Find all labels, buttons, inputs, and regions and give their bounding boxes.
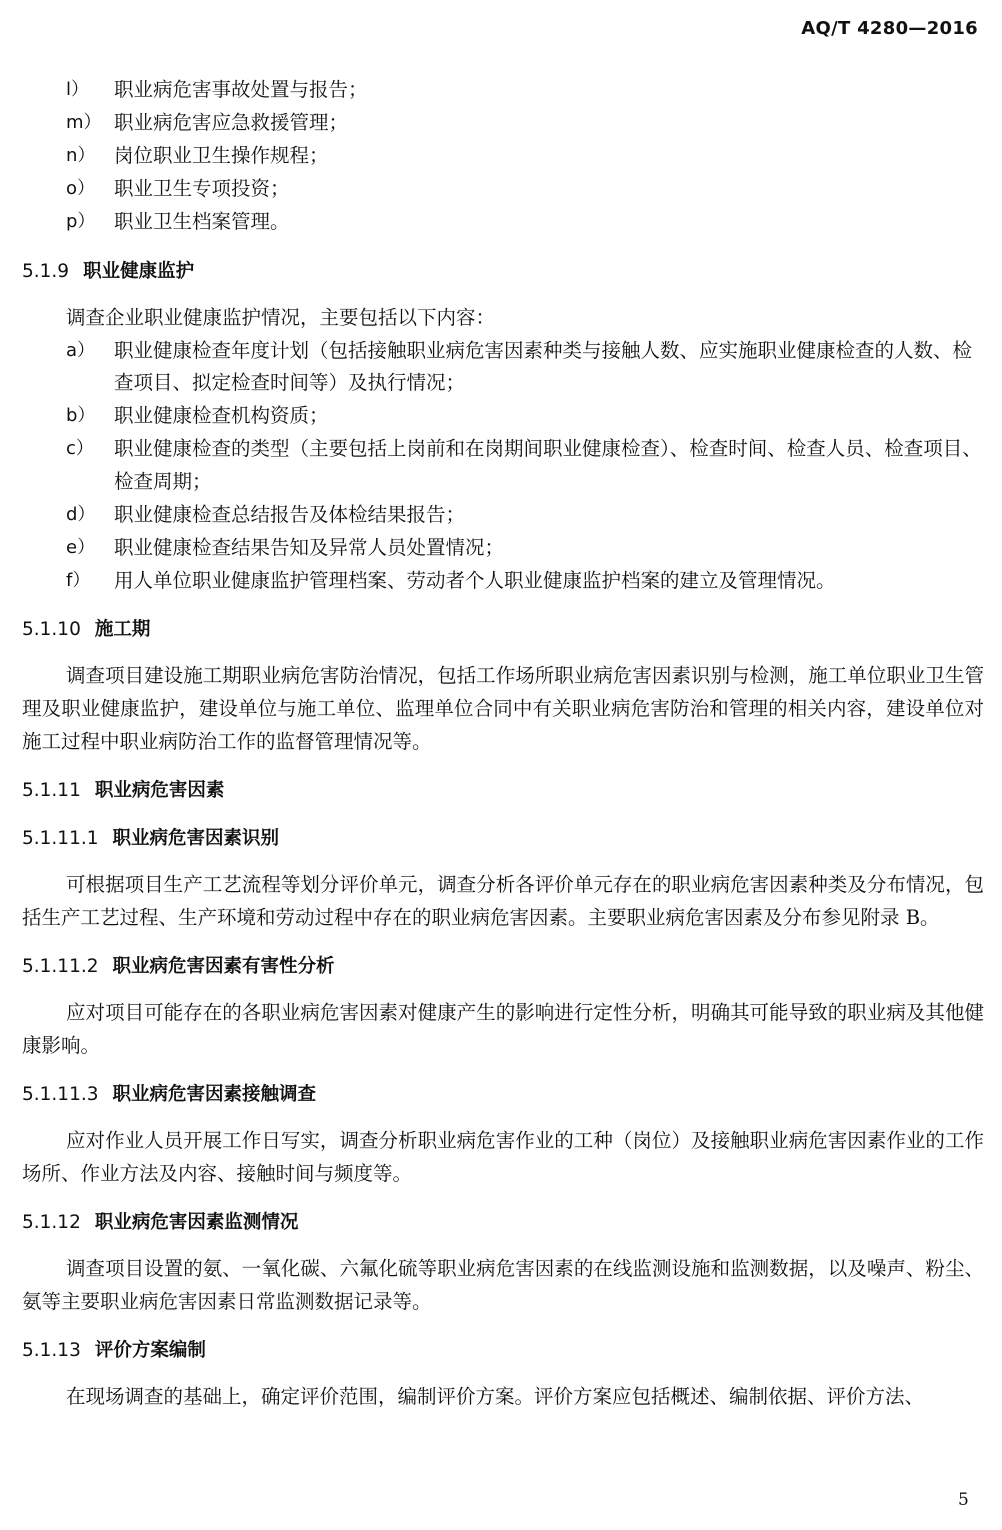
section-title: 职业健康监护 [83,260,195,282]
section-number: 5.1.13 [22,1340,81,1361]
list-marker: p） [66,211,96,232]
section-title: 施工期 [94,619,151,640]
section-heading-5-1-11-1 [22,824,984,854]
list-marker: n） [66,145,96,166]
section-heading-5-1-12 [22,1208,984,1238]
list-text: 职业卫生专项投资； [114,177,290,200]
list-text: 岗位职业卫生操作规程； [114,144,329,167]
section-heading-5-1-11-3 [22,1080,984,1110]
list-marker: l） [66,79,90,100]
section-title: 职业病危害因素监测情况 [94,1212,299,1233]
document-body [22,74,984,1415]
list-marker: c） [66,438,94,459]
standard-code: AQ/T 4280—2016 [801,18,978,39]
list-item [22,499,984,532]
list-text: 职业健康检查年度计划（包括接触职业病危害因素种类与接触人数、应实施职业健康检查的人数、检查项目、拟定检查时间等）及执行情况； [114,338,973,394]
section-paragraph: 在现场调查的基础上，确定评价范围，编制评价方案。评价方案应包括概述、编制依据、评价方法、 [66,1385,925,1408]
page-number: 5 [958,1490,969,1510]
section-heading-5-1-10 [22,615,984,645]
section-number: 5.1.9 [22,260,70,282]
list-item [22,565,984,598]
list-text: 职业病危害应急救援管理； [114,111,349,134]
list-item [22,400,984,433]
section-number: 5.1.11.3 [22,1084,99,1105]
section-heading-5-1-13 [22,1336,984,1366]
section-paragraph: 可根据项目生产工艺流程等划分评价单元，调查分析各评价单元存在的职业病危害因素种类及分布情况，包括生产工艺过程、生产环境和劳动过程中存在的职业病危害因素。主要职业病危害因素及分布参见附录 B。 [22,873,984,929]
section-number: 5.1.12 [22,1212,81,1233]
list-item [22,206,984,239]
list-marker: e） [66,536,96,558]
section-paragraph: 应对项目可能存在的各职业病危害因素对健康产生的影响进行定性分析，明确其可能导致的职业病及其他健康影响。 [22,1001,984,1057]
section-paragraph: 调查项目设置的氨、一氧化碳、六氟化硫等职业病危害因素的在线监测设施和监测数据，以及噪声、粉尘、氨等主要职业病危害因素日常监测数据记录等。 [22,1257,984,1313]
list-item [22,335,984,400]
list-marker: f） [66,569,91,591]
section-number: 5.1.11.1 [22,828,99,849]
list-text: 用人单位职业健康监护管理档案、劳动者个人职业健康监护档案的建立及管理情况。 [114,568,836,592]
list-text: 职业健康检查机构资质； [114,404,329,427]
section-paragraph: 应对作业人员开展工作日写实，调查分析职业病危害作业的工种（岗位）及接触职业病危害因素作业的工作场所、作业方法及内容、接触时间与频度等。 [22,1129,984,1185]
list-text: 职业健康检查结果告知及异常人员处置情况； [114,535,505,559]
list-item [22,74,984,107]
section-title: 职业病危害因素识别 [112,828,280,849]
list-marker: b） [66,405,96,426]
list-marker: a） [66,339,96,361]
list-text: 职业病危害事故处置与报告； [114,78,368,101]
list-text: 职业健康检查总结报告及体检结果报告； [114,502,466,526]
list-marker: d） [66,503,96,525]
list-item [22,532,984,565]
section-title: 职业病危害因素接触调查 [112,1084,317,1105]
list-marker: m） [66,112,102,133]
section-heading-5-1-9 [22,257,984,287]
section-number: 5.1.11 [22,780,81,801]
section-title: 职业病危害因素有害性分析 [112,956,335,977]
list-marker: o） [66,178,96,199]
section-intro: 调查企业职业健康监护情况，主要包括以下内容： [66,305,496,329]
list-item [22,173,984,206]
section-number: 5.1.11.2 [22,956,99,977]
section-paragraph: 调查项目建设施工期职业病危害防治情况，包括工作场所职业病危害因素识别与检测，施工单位职业卫生管理及职业健康监护，建设单位与施工单位、监理单位合同中有关职业病危害防治和管理的相关内容，建设单位对施工过程中职业病防治工作的监督管理情况等。 [22,664,984,753]
list-text: 职业卫生档案管理。 [114,210,290,233]
section-heading-5-1-11-2 [22,952,984,982]
list-text: 职业健康检查的类型（主要包括上岗前和在岗期间职业健康检查）、检查时间、检查人员、检查项目、检查周期； [114,437,982,493]
section-heading-5-1-11 [22,776,984,806]
section-title: 评价方案编制 [94,1340,206,1361]
section-number: 5.1.10 [22,619,81,640]
list-item [22,433,984,498]
section-title: 职业病危害因素 [94,780,225,801]
list-item [22,107,984,140]
list-item [22,140,984,173]
